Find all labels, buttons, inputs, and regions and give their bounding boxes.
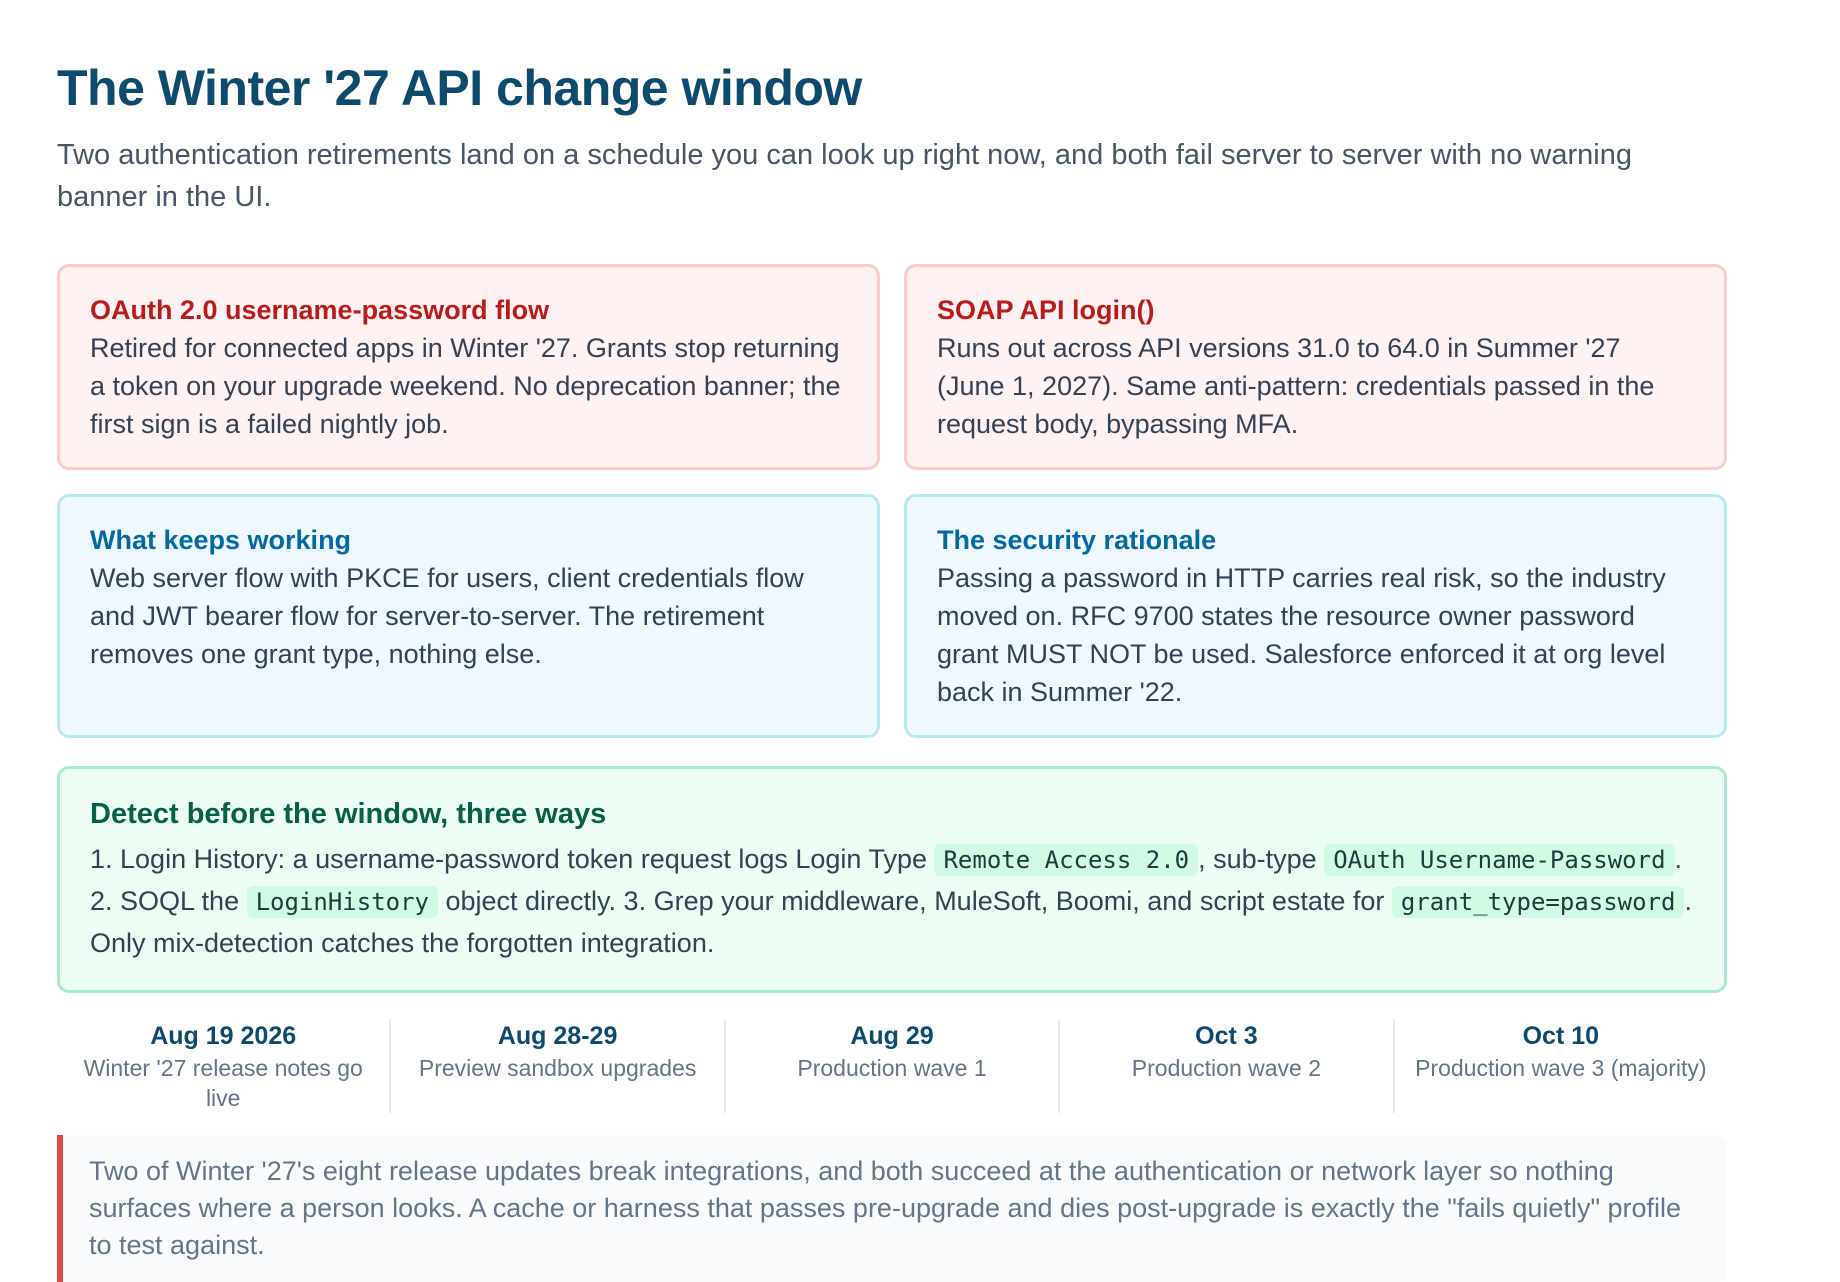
timeline-label: Production wave 1 (797, 1055, 987, 1081)
detect-body (90, 839, 1694, 964)
timeline-label: Production wave 3 (majority) (1415, 1055, 1707, 1081)
card-body: Web server flow with PKCE for users, client credentials flow and JWT bearer flow for server-to-server. The retirement removes one grant type, nothing else. (90, 563, 804, 669)
timeline-date: Oct 10 (1522, 1022, 1600, 1050)
timeline-date: Aug 29 (850, 1022, 934, 1050)
detect-text: 1. Login History: a username-password token request logs Login Type (90, 844, 935, 874)
timeline-item (1058, 1019, 1392, 1113)
inline-code: grant_type=password (1392, 886, 1685, 918)
card-title: OAuth 2.0 username-password flow (90, 295, 550, 325)
timeline-item (57, 1019, 389, 1113)
page-title: The Winter '27 API change window (57, 60, 862, 116)
page (57, 52, 1727, 1282)
card-title: The security rationale (937, 525, 1217, 555)
timeline-label: Winter '27 release notes go live (83, 1055, 363, 1111)
timeline-label: Production wave 2 (1131, 1055, 1322, 1081)
detect-title: Detect before the window, three ways (90, 798, 607, 830)
release-timeline (57, 1019, 1727, 1113)
inline-code: LoginHistory (247, 886, 438, 918)
card-body: Runs out across API versions 31.0 to 64.0 in Summer '27 (June 1, 2027). Same anti-pattern: credentials passed in the request body, bypassing MFA. (937, 333, 1655, 439)
closing-note (57, 1135, 1727, 1282)
timeline-item (724, 1019, 1058, 1113)
detect-text: object directly. 3. Grep your middleware, MuleSoft, Boomi, and script estate for (437, 886, 1392, 916)
card-title: What keeps working (90, 525, 352, 555)
card-soap-login (904, 264, 1727, 470)
detect-callout (57, 766, 1727, 993)
card-body: Passing a password in HTTP carries real risk, so the industry moved on. RFC 9700 states the resource owner password grant MUST NOT be used. Salesforce enforced it at org level back in Summer '22. (937, 563, 1666, 707)
card-what-keeps-working (57, 494, 880, 738)
card-body: Retired for connected apps in Winter '27. Grants stop returning a token on your upgrade weekend. No deprecation banner; the first sign is a failed nightly job. (90, 333, 841, 439)
timeline-date: Oct 3 (1195, 1022, 1258, 1050)
timeline-date: Aug 28-29 (497, 1022, 618, 1050)
inline-code: Remote Access 2.0 (934, 844, 1198, 876)
timeline-date: Aug 19 2026 (150, 1022, 297, 1050)
note-text: Two of Winter '27's eight release updates break integrations, and both succeed at the authentication or network layer so nothing surfaces where a person looks. A cache or harness that passes pre-upgrade and dies post-upgrade is exactly the "fails quietly" profile to test against. (89, 1156, 1682, 1260)
timeline-label: Preview sandbox upgrades (418, 1055, 697, 1081)
detect-text: , sub-type (1198, 844, 1325, 874)
detect-text: . 2. SOQL the (90, 844, 1683, 916)
timeline-item (389, 1019, 723, 1113)
detect-text: . Only mix-detection catches the forgotten integration. (90, 886, 1692, 958)
card-oauth-username-password (57, 264, 880, 470)
timeline-item (1393, 1019, 1727, 1113)
cards-grid (57, 264, 1727, 738)
inline-code: OAuth Username-Password (1324, 844, 1674, 876)
card-security-rationale (904, 494, 1727, 738)
card-title: SOAP API login() (937, 295, 1155, 325)
page-subtitle: Two authentication retirements land on a schedule you can look up right now, and both fail server to server with no warning banner in the UI. (57, 139, 1632, 213)
